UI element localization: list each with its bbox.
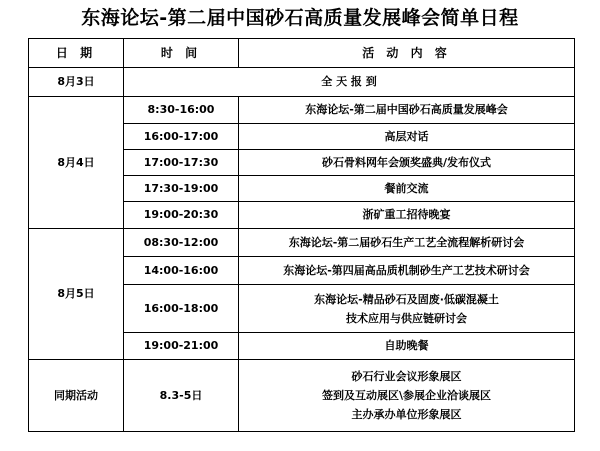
page-title: 东海论坛-第二届中国砂石高质量发展峰会简单日程 [81,7,519,29]
date-cell-aug3: 8月3日 [29,68,124,97]
time-cell: 08:30-12:00 [124,229,239,257]
header-activity: 活 动 内 容 [239,39,575,68]
activity-cell: 餐前交流 [239,176,575,202]
table-row-concurrent [29,360,575,432]
date-cell-aug5: 8月5日 [29,229,124,360]
table-row [29,229,575,257]
concurrent-time-cell: 8.3-5日 [124,360,239,432]
activity-cell: 砂石骨料网年会颁奖盛典/发布仪式 [239,150,575,176]
activity-cell: 东海论坛-第四届高品质机制砂生产工艺技术研讨会 [239,257,575,285]
schedule-table [28,38,575,432]
activity-cell: 东海论坛-第二届中国砂石高质量发展峰会 [239,97,575,124]
date-cell-aug4: 8月4日 [29,97,124,229]
activity-cell: 浙矿重工招待晚宴 [239,202,575,229]
concurrent-label-cell: 同期活动 [29,360,124,432]
activity-line: 主办承办单位形象展区 [351,408,462,421]
table-row-aug3 [29,68,575,97]
time-cell: 16:00-17:00 [124,124,239,150]
activity-cell: 自助晚餐 [239,333,575,360]
activity-line: 技术应用与供应链研讨会 [346,311,467,325]
header-date: 日 期 [29,39,124,68]
concurrent-activity-cell [239,360,575,432]
time-cell: 16:00-18:00 [124,285,239,333]
header-time: 时 间 [124,39,239,68]
activity-cell-aug3: 全 天 报 到 [124,68,575,97]
table-header-row [29,39,575,68]
time-cell: 17:30-19:00 [124,176,239,202]
activity-line: 签到及互动展区\参展企业洽谈展区 [321,389,492,402]
activity-line: 砂石行业会议形象展区 [351,370,462,383]
time-cell: 8:30-16:00 [124,97,239,124]
time-cell: 19:00-21:00 [124,333,239,360]
activity-cell [239,285,575,333]
activity-line: 东海论坛-精品砂石及固废·低碳混凝土 [314,292,499,306]
table-row [29,97,575,124]
time-cell: 17:00-17:30 [124,150,239,176]
activity-cell: 高层对话 [239,124,575,150]
time-cell: 14:00-16:00 [124,257,239,285]
time-cell: 19:00-20:30 [124,202,239,229]
activity-cell: 东海论坛-第二届砂石生产工艺全流程解析研讨会 [239,229,575,257]
